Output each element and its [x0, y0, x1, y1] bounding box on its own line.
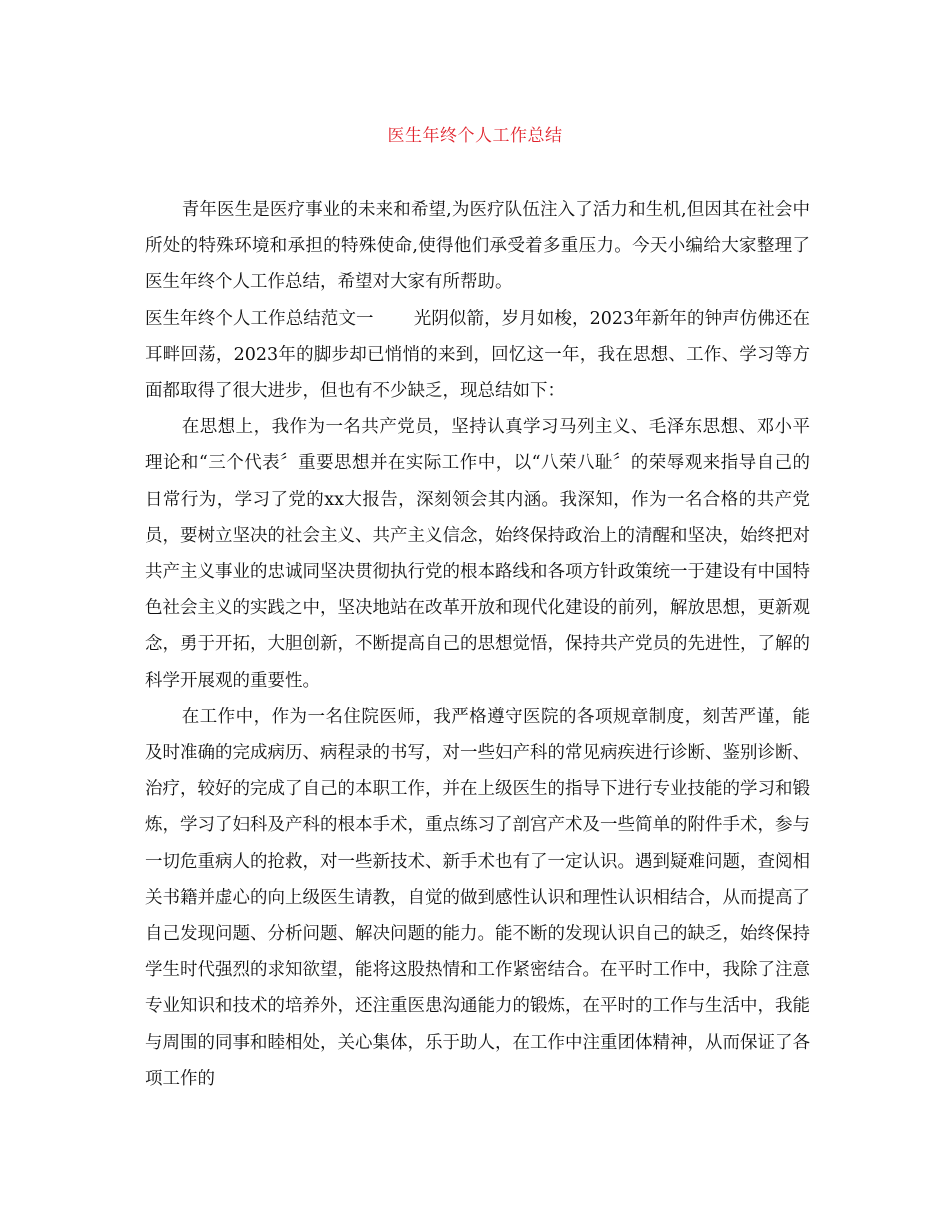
work-paragraph: 在工作中，作为一名住院医师，我严格遵守医院的各项规章制度，刻苦严谨，能及时准确的完成病历、病程录的书写，对一些妇产科的常见病疾进行诊断、鉴别诊断、治疗，较好的完成了自己的本职工作，并在上级医生的指导下进行专业技能的学习和锻炼，学习了妇科及产科的根本手术，重点练习了剖宫产术及一些简单的附件手术，参与一切危重病人的抢救，对一些新技术、新手术也有了一定认识。遇到疑难问题，查阅相关书籍并虚心的向上级医生请教，自觉的做到感性认识和理性认识相结合，从而提高了自己发现问题、分析问题、解决问题的能力。能不断的发现认识自己的缺乏，始终保持学生时代强烈的求知欲望，能将这股热情和工作紧密结合。在平时工作中，我除了注意专业知识和技术的培养外，还注重医患沟通能力的锻炼，在平时的工作与生活中，我能与周围的同事和睦相处，关心集体，乐于助人，在工作中注重团体精神，从而保证了各项工作的 — [145, 706, 810, 1089]
document-body — [145, 192, 810, 1097]
section-heading: 医生年终个人工作总结范文一 — [145, 308, 374, 329]
section-lead-text: 光阴似箭，岁月如梭，2023年新年的钟声仿佛还在耳畔回荡，2023年的脚步却已悄悄的来到，回忆这一年，我在思想、工作、学习等方面都取得了很大进步，但也有不少缺乏，现总结如下： — [145, 308, 810, 402]
section-first-paragraph — [145, 301, 810, 410]
document-title: 医生年终个人工作总结 — [387, 126, 563, 146]
intro-paragraph: 青年医生是医疗事业的未来和希望,为医疗队伍注入了活力和生机,但因其在社会中所处的特殊环境和承担的特殊使命,使得他们承受着多重压力。今天小编给大家整理了医生年终个人工作总结，希望对大家有所帮助。 — [145, 200, 810, 293]
thought-paragraph: 在思想上，我作为一名共产党员，坚持认真学习马列主义、毛泽东思想、邓小平理论和“三个代表〞重要思想并在实际工作中，以“八荣八耻〞的荣辱观来指导自己的日常行为，学习了党的xx大报告，深刻领会其内涵。我深知，作为一名合格的共产党员，要树立坚决的社会主义、共产主义信念，始终保持政治上的清醒和坚决，始终把对共产主义事业的忠诚同坚决贯彻执行党的根本路线和各项方针政策统一于建设有中国特色社会主义的实践之中，坚决地站在改革开放和现代化建设的前列，解放思想，更新观念，勇于开拓，大胆创新，不断提高自己的思想觉悟，保持共产党员的先进性，了解的科学开展观的重要性。 — [145, 417, 810, 691]
